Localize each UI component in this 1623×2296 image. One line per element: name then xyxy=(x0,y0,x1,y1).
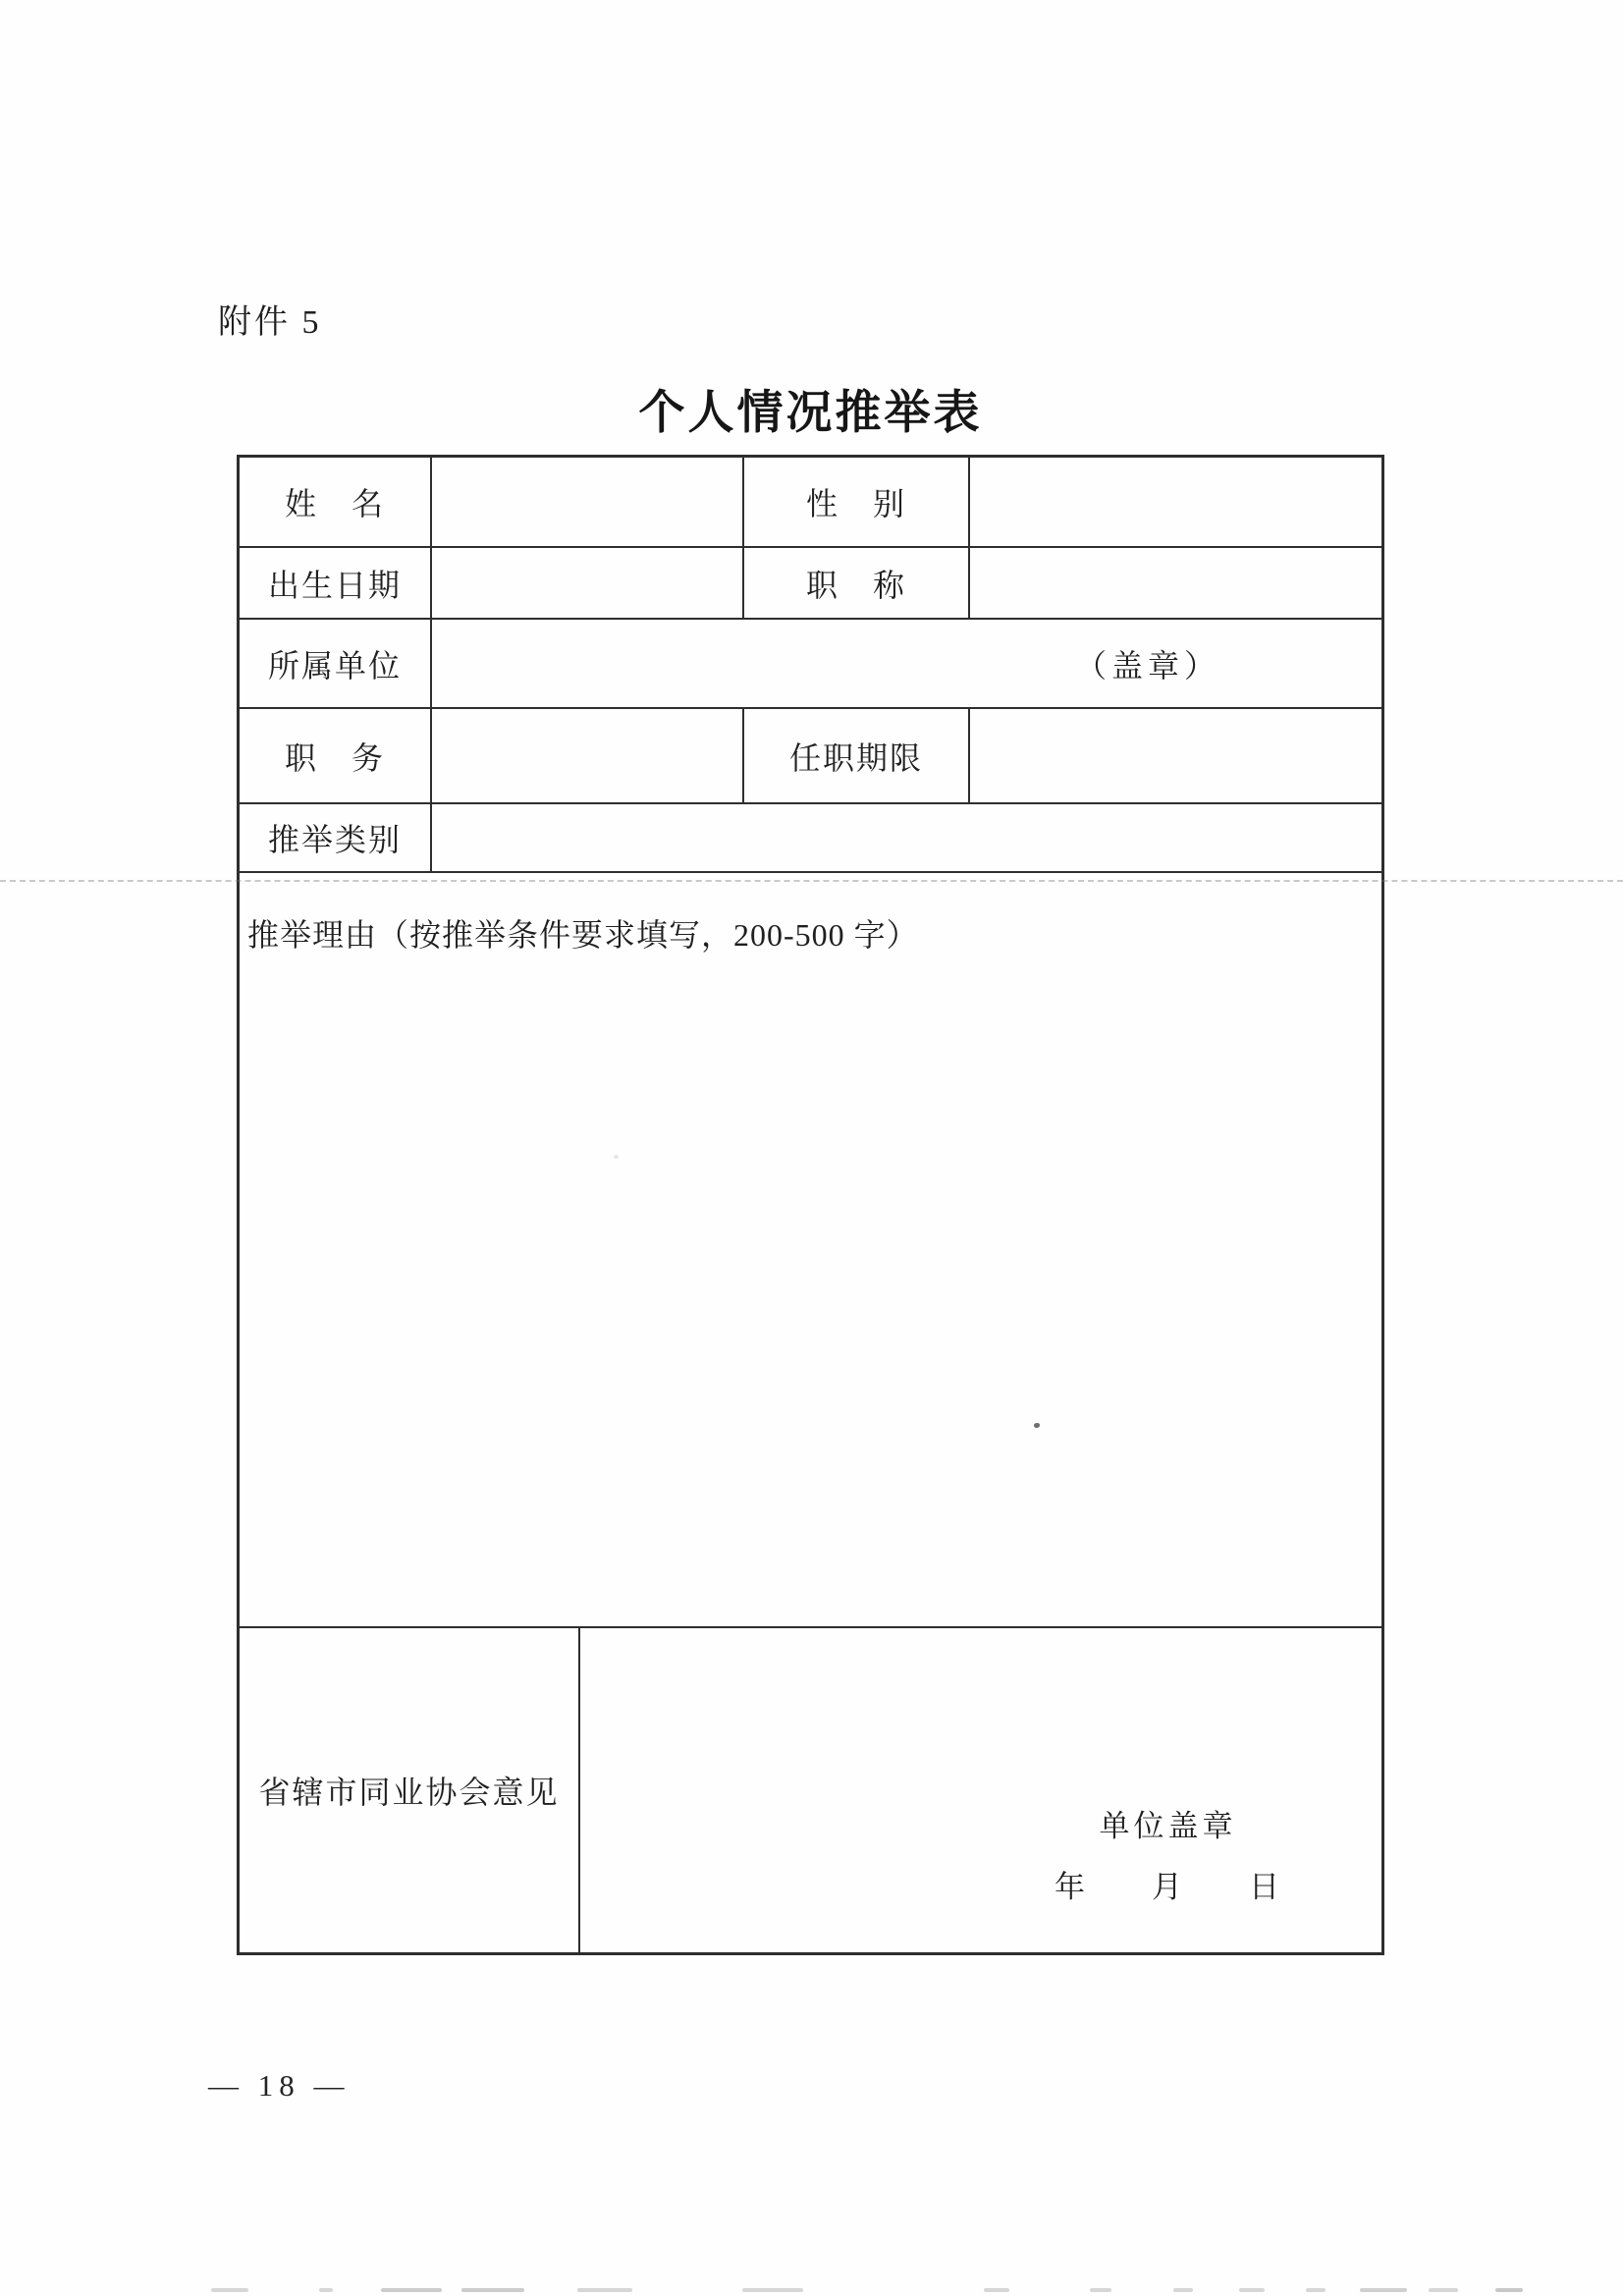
opinion-label-cell: 省辖市同业协会意见 xyxy=(240,1628,580,1952)
scan-artifact-smudge xyxy=(742,2288,803,2292)
scan-artifact-smudge xyxy=(1173,2288,1193,2292)
scan-artifact-smudge xyxy=(319,2288,333,2292)
date-line: 年 月 日 xyxy=(1055,1870,1281,1904)
unit-seal-label: 单位盖章 xyxy=(1099,1809,1237,1843)
name-label-cell: 姓 名 xyxy=(240,458,432,546)
scan-artifact-smudge xyxy=(1239,2288,1265,2292)
name-value-cell xyxy=(432,458,744,546)
scan-artifact-smudge xyxy=(1429,2288,1458,2292)
job-title-label-cell: 职 称 xyxy=(744,548,970,618)
unit-label-cell: 所属单位 xyxy=(240,620,432,707)
unit-seal-hint: （盖章） xyxy=(1075,647,1221,683)
table-row xyxy=(240,873,1381,1628)
scan-artifact-smudge xyxy=(381,2288,442,2292)
scan-artifact-smudge xyxy=(1090,2288,1111,2292)
job-title-value-cell xyxy=(970,548,1381,618)
birth-date-value-cell xyxy=(432,548,744,618)
gender-label-cell: 性 别 xyxy=(744,458,970,546)
term-value-cell xyxy=(970,709,1381,802)
scan-artifact-line xyxy=(0,880,1623,882)
table-row xyxy=(240,709,1381,804)
table-row xyxy=(240,804,1381,873)
position-label-cell: 职 务 xyxy=(240,709,432,802)
scan-artifact-smudge xyxy=(577,2288,632,2292)
position-value-cell xyxy=(432,709,744,802)
scan-artifact-smudge xyxy=(984,2288,1009,2292)
table-row xyxy=(240,620,1381,709)
scan-artifact-smudge xyxy=(461,2288,524,2292)
page-title: 个人情况推举表 xyxy=(638,388,983,439)
scan-artifact-ink-speck xyxy=(1034,1423,1040,1428)
opinion-value-cell xyxy=(580,1628,1381,1952)
recommendation-form-table xyxy=(237,455,1384,1955)
unit-value-cell xyxy=(432,620,1381,707)
scan-artifact-smudge xyxy=(211,2288,248,2292)
scan-artifact-smudge xyxy=(1306,2288,1325,2292)
category-label-cell: 推举类别 xyxy=(240,804,432,871)
attachment-label: 附件 5 xyxy=(218,304,322,341)
table-row xyxy=(240,1628,1381,1952)
term-label-cell: 任职期限 xyxy=(744,709,970,802)
scan-artifact-smudge xyxy=(1495,2288,1523,2292)
reason-cell: 推举理由（按推举条件要求填写，200-500 字） xyxy=(247,917,919,953)
category-value-cell xyxy=(432,804,1381,871)
scan-artifact-smudge xyxy=(1360,2288,1407,2292)
birth-date-label-cell: 出生日期 xyxy=(240,548,432,618)
page-number: — 18 — xyxy=(208,2068,351,2103)
scan-artifact-faint-speck xyxy=(614,1155,619,1159)
table-row xyxy=(240,458,1381,548)
unit-seal-block xyxy=(1055,1801,1281,1906)
gender-value-cell xyxy=(970,458,1381,546)
table-row xyxy=(240,548,1381,620)
